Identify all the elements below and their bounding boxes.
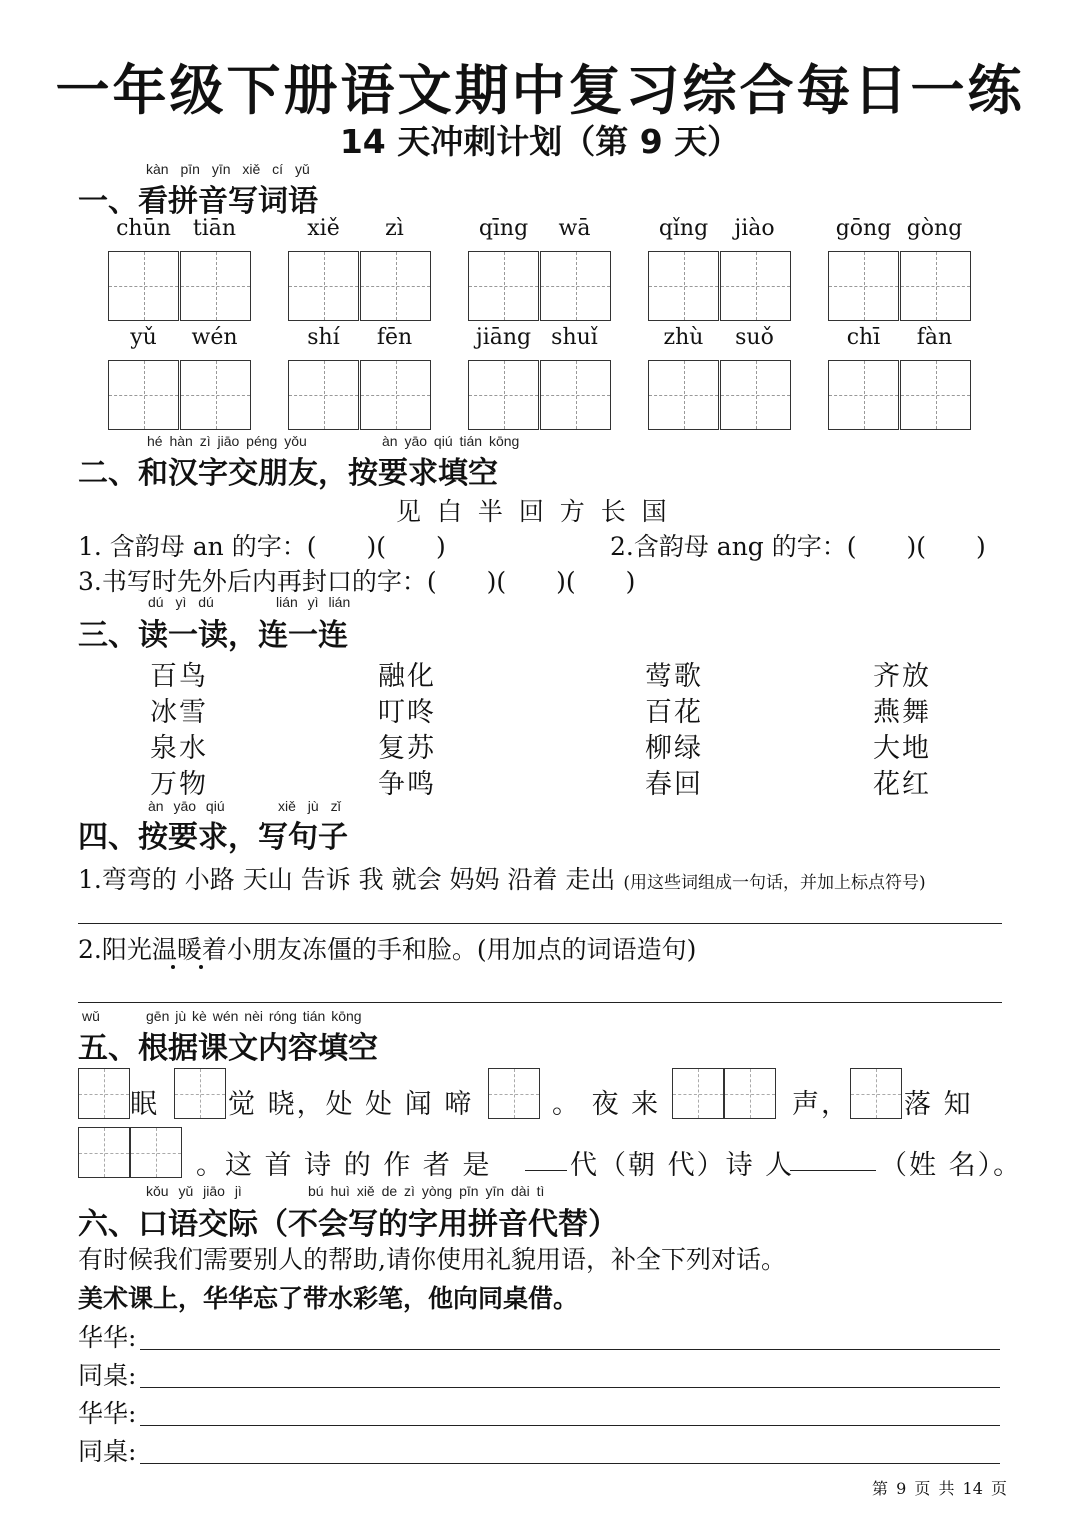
section-2-ruby-a: hé hàn zì jiāo péng yǒu <box>147 433 307 449</box>
dialog-answer-line[interactable] <box>140 1387 1000 1388</box>
section-3-ruby-a: dú yì dú <box>148 594 214 610</box>
sentence-question-2: 2.阳光温暖着小朋友冻僵的手和脸。(用加点的词语造句) <box>78 935 697 964</box>
pinyin-label: fàn <box>916 325 953 350</box>
question-ang: 2.含韵母 ang 的字：( )( ) <box>610 532 986 561</box>
poem-text-2: 觉 晓，处 处 闻 啼 <box>228 1089 474 1120</box>
pinyin-label: xiě <box>307 216 340 241</box>
character-box[interactable] <box>648 251 719 321</box>
poem-text-1: 眠 <box>130 1089 159 1120</box>
dialog-answer-line[interactable] <box>140 1463 1000 1464</box>
poem-blank[interactable] <box>130 1127 182 1178</box>
character-box[interactable] <box>540 251 611 321</box>
dialog-instruction: 有时候我们需要别人的帮助,请你使用礼貌用语，补全下列对话。 <box>78 1245 786 1274</box>
character-box[interactable] <box>108 251 179 321</box>
character-list: 见 白 半 回 方 长 国 <box>396 497 671 526</box>
character-box[interactable] <box>900 360 971 430</box>
section-6-ruby-a: kǒu yǔ jiāo jì <box>146 1183 242 1199</box>
character-box[interactable] <box>468 360 539 430</box>
dialog-speaker: 华华: <box>78 1399 137 1428</box>
section-5-ruby-a: wǔ <box>82 1008 100 1024</box>
match-word[interactable]: 融化 <box>378 661 436 692</box>
section-2-title: 二、和汉字交朋友，按要求填空 <box>78 456 498 491</box>
sentence-question-1-words: 1.弯弯的 小路 天山 告诉 我 就会 妈妈 沿着 走出 <box>78 865 616 894</box>
pinyin-label: shí <box>307 325 340 350</box>
poem-text-3: 。 夜 来 <box>552 1089 661 1120</box>
match-word[interactable]: 冰雪 <box>150 697 208 728</box>
section-5-title: 五、根据课文内容填空 <box>78 1031 378 1066</box>
section-3-title: 三、读一读，连一连 <box>78 618 348 653</box>
match-word[interactable]: 叮咚 <box>378 697 436 728</box>
pinyin-label: gòng <box>906 216 963 241</box>
character-box[interactable] <box>720 251 791 321</box>
dialog-answer-line[interactable] <box>140 1425 1000 1426</box>
pinyin-label: gōng <box>835 216 892 241</box>
sentence-question-1 <box>78 860 926 896</box>
match-word[interactable]: 燕舞 <box>873 697 931 728</box>
poem-blank[interactable] <box>724 1068 776 1119</box>
page-number: 第 9 页 共 14 页 <box>872 1479 1007 1498</box>
pinyin-label: zhù <box>663 325 704 350</box>
match-word[interactable]: 争鸣 <box>378 769 436 800</box>
match-word[interactable]: 柳绿 <box>645 733 703 764</box>
section-5-ruby-b: gēn jù kè wén nèi róng tián kōng <box>146 1008 362 1024</box>
pinyin-label: qīng <box>478 216 529 241</box>
sentence-question-1-note: (用这些词组成一句话，并加上标点符号) <box>623 873 926 893</box>
poem-blank[interactable] <box>78 1127 130 1178</box>
pinyin-label: suǒ <box>735 325 774 350</box>
character-box[interactable] <box>180 360 251 430</box>
match-word[interactable]: 万物 <box>150 769 208 800</box>
dialog-scenario: 美术课上，华华忘了带水彩笔，他向同桌借。 <box>78 1284 579 1313</box>
emphasis-dot <box>199 965 203 969</box>
section-2-ruby-b: àn yāo qiú tián kōng <box>382 433 520 449</box>
character-box[interactable] <box>360 360 431 430</box>
pinyin-label: zì <box>385 216 404 241</box>
section-3-ruby-b: lián yì lián <box>276 594 351 610</box>
character-box[interactable] <box>648 360 719 430</box>
pinyin-label: chūn <box>116 216 171 241</box>
pinyin-label: tiān <box>192 216 237 241</box>
page-subtitle: 14 天冲刺计划（第 9 天） <box>339 122 741 161</box>
poem-text-8: （姓 名）。 <box>880 1150 1023 1181</box>
emphasis-dot <box>171 965 175 969</box>
section-1-title: 一、看拼音写词语 <box>78 184 318 219</box>
question-enclosure: 3.书写时先外后内再封口的字：( )( )( ) <box>78 567 636 596</box>
character-box[interactable] <box>828 360 899 430</box>
poem-blank[interactable] <box>78 1068 130 1119</box>
pinyin-label: jiāng <box>475 325 532 350</box>
character-box[interactable] <box>360 251 431 321</box>
poem-blank[interactable] <box>672 1068 724 1119</box>
character-box[interactable] <box>720 360 791 430</box>
poem-text-5: 落 知 <box>904 1089 973 1120</box>
poem-blank[interactable] <box>850 1068 902 1119</box>
section-4-ruby-a: àn yāo qiú <box>148 798 225 814</box>
author-blank[interactable] <box>790 1170 876 1171</box>
pinyin-label: yǔ <box>130 325 157 350</box>
match-word[interactable]: 花红 <box>873 769 931 800</box>
poem-blank[interactable] <box>174 1068 226 1119</box>
pinyin-label: qǐng <box>658 216 709 241</box>
answer-line-1[interactable] <box>78 923 1002 924</box>
match-word[interactable]: 百花 <box>645 697 703 728</box>
pinyin-label: wā <box>558 216 591 241</box>
section-6-title: 六、口语交际（不会写的字用拼音代替） <box>78 1207 618 1242</box>
pinyin-label: jiào <box>734 216 775 241</box>
section-4-title: 四、按要求，写句子 <box>78 820 348 855</box>
match-word[interactable]: 大地 <box>873 733 931 764</box>
section-6-ruby-b: bú huì xiě de zì yòng pīn yīn dài tì <box>308 1183 545 1199</box>
section-1-ruby: kàn pīn yīn xiě cí yǔ <box>146 161 310 177</box>
dialog-speaker: 华华: <box>78 1323 137 1352</box>
pinyin-label: wén <box>191 325 238 350</box>
character-box[interactable] <box>468 251 539 321</box>
match-word[interactable]: 莺歌 <box>645 661 703 692</box>
character-box[interactable] <box>180 251 251 321</box>
section-4-ruby-b: xiě jù zǐ <box>278 798 341 814</box>
dialog-speaker: 同桌: <box>78 1437 137 1466</box>
character-box[interactable] <box>900 251 971 321</box>
match-word[interactable]: 春回 <box>645 769 703 800</box>
dialog-answer-line[interactable] <box>140 1349 1000 1350</box>
match-word[interactable]: 齐放 <box>873 661 931 692</box>
poem-text-4: 声， <box>792 1089 850 1120</box>
dialog-speaker: 同桌: <box>78 1361 137 1390</box>
match-word[interactable]: 复苏 <box>378 733 436 764</box>
page-title: 一年级下册语文期中复习综合每日一练 <box>55 59 1025 122</box>
dynasty-blank[interactable] <box>525 1170 567 1171</box>
pinyin-label: shuǐ <box>551 325 598 350</box>
character-box[interactable] <box>108 360 179 430</box>
character-box[interactable] <box>288 251 359 321</box>
match-word[interactable]: 泉水 <box>150 733 208 764</box>
answer-line-2[interactable] <box>78 1002 1002 1003</box>
poem-text-6: 。这 首 诗 的 作 者 是 <box>196 1150 492 1181</box>
pinyin-label: chī <box>846 325 881 350</box>
character-box[interactable] <box>540 360 611 430</box>
pinyin-label: fēn <box>376 325 413 350</box>
character-box[interactable] <box>288 360 359 430</box>
question-an: 1. 含韵母 an 的字：( )( ) <box>78 532 446 561</box>
match-word[interactable]: 百鸟 <box>150 661 208 692</box>
poem-text-7: 代（朝 代）诗 人 <box>570 1150 795 1181</box>
character-box[interactable] <box>828 251 899 321</box>
poem-blank[interactable] <box>488 1068 540 1119</box>
